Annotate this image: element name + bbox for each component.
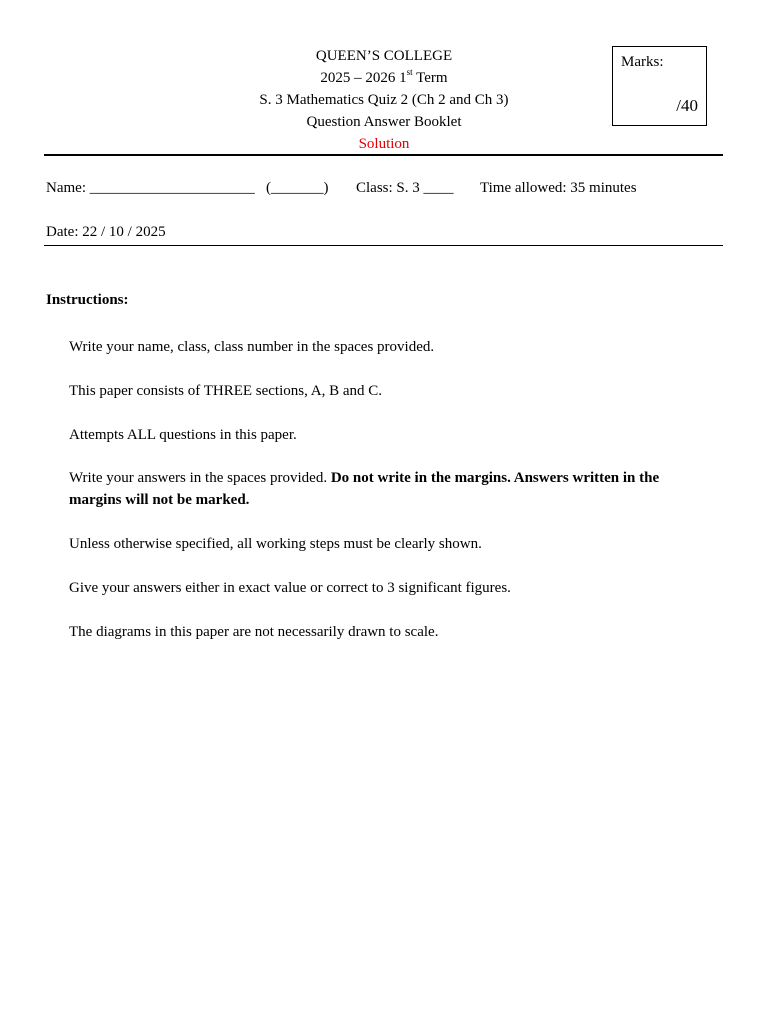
instruction-item: The diagrams in this paper are not necessarily drawn to scale.	[69, 624, 439, 640]
marks-total: /40	[676, 96, 698, 115]
marks-label: Marks:	[621, 54, 664, 70]
class-blank: ____	[423, 180, 454, 196]
instruction-item: Unless otherwise specified, all working steps must be clearly shown.	[69, 536, 482, 552]
quiz-title: S. 3 Mathematics Quiz 2 (Ch 2 and Ch 3)	[259, 92, 509, 108]
instruction-item: Write your answers in the spaces provided. Do not write in the margins. Answers written in the margins will not be marked.	[69, 470, 660, 508]
instruction-item: Attempts ALL questions in this paper.	[69, 427, 297, 443]
instruction-item: Give your answers either in exact value or correct to 3 significant figures.	[69, 580, 511, 596]
document-header	[184, 45, 584, 155]
ordinal-suffix: st	[406, 67, 413, 77]
instruction-item: Write your name, class, class number in the spaces provided.	[69, 339, 435, 355]
time-allowed: Time allowed: 35 minutes	[480, 180, 637, 196]
info-divider	[44, 245, 723, 246]
school-name: QUEEN’S COLLEGE	[315, 48, 453, 64]
class-field: Class: S. 3 ____	[356, 180, 454, 196]
date: Date: 22 / 10 / 2025	[46, 224, 166, 240]
solution-label: Solution	[358, 136, 410, 152]
instructions-heading: Instructions:	[46, 292, 129, 308]
class-number-blank: (_______)	[266, 180, 329, 196]
name-blank: ______________________	[89, 180, 255, 196]
marks-box	[612, 46, 707, 126]
margin-warning: Do not write in the margins. Answers written in the margins will not be marked.	[69, 470, 660, 508]
name-field: Name: ______________________	[46, 180, 255, 196]
instruction-item: This paper consists of THREE sections, A, B and C.	[69, 383, 383, 399]
header-divider	[44, 154, 723, 156]
academic-year: 2025 – 2026 1st Term	[320, 67, 448, 86]
booklet-title: Question Answer Booklet	[306, 114, 462, 130]
